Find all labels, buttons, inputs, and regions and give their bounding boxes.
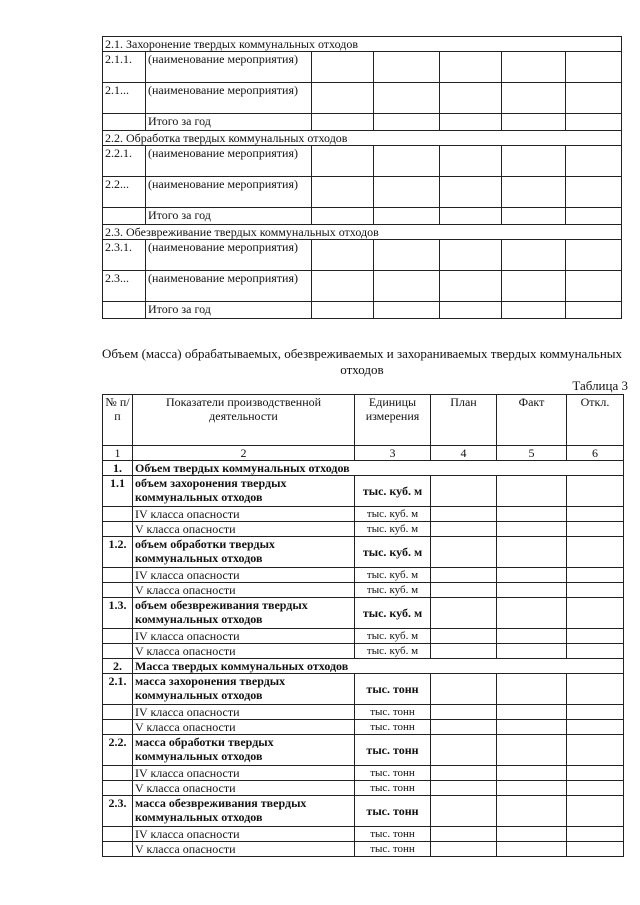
hazard-class-label: V класса опасности [133,522,355,537]
hazard-class-label: V класса опасности [133,781,355,796]
empty-cell [497,827,567,842]
empty-cell [431,842,497,857]
empty-cell [497,842,567,857]
hazard-class-label: V класса опасности [133,644,355,659]
empty-cell [374,208,440,225]
empty-cell [374,271,440,302]
measure-name: (наименование мероприятия) [146,271,312,302]
empty-cell [502,271,566,302]
indicator-number: 2.2. [103,735,133,766]
table-3-heading: Объем (масса) обрабатываемых, обезвреживаемых и захораниваемых твердых коммунальных отходов [101,346,623,377]
measure-row [103,240,622,271]
hazard-class-label: IV класса опасности [133,827,355,842]
hazard-class-unit: тыс. куб. м [355,644,431,659]
measures-table [102,36,622,319]
empty-cell [502,302,566,319]
group-number: 2. [103,659,133,674]
hazard-class-row [103,705,624,720]
empty-cell [431,766,497,781]
measure-name: (наименование мероприятия) [146,83,312,114]
hazard-class-row [103,644,624,659]
empty-cell [566,52,622,83]
group-title: Масса твердых коммунальных отходов [133,659,624,674]
measure-number: 2.3.1. [103,240,146,271]
empty-cell [312,146,374,177]
hazard-class-unit: тыс. куб. м [355,568,431,583]
empty-cell [567,781,624,796]
hazard-class-row [103,568,624,583]
empty-cell [497,735,567,766]
column-number: 4 [431,446,497,461]
indicator-name: масса обработки твердых коммунальных отходов [133,735,355,766]
hazard-class-unit: тыс. куб. м [355,583,431,598]
hazard-class-label: IV класса опасности [133,766,355,781]
indicator-unit: тыс. тонн [355,674,431,705]
empty-cell [103,522,133,537]
section-header-row [103,131,622,146]
empty-cell [566,177,622,208]
empty-cell [431,629,497,644]
empty-cell [440,83,502,114]
column-number: 6 [567,446,624,461]
empty-cell [374,146,440,177]
indicator-row [103,796,624,827]
empty-cell [103,720,133,735]
indicator-row [103,735,624,766]
empty-cell [567,583,624,598]
hazard-class-unit: тыс. тонн [355,842,431,857]
column-number: 3 [355,446,431,461]
empty-cell [431,674,497,705]
empty-cell [497,476,567,507]
empty-cell [497,644,567,659]
empty-cell [431,507,497,522]
indicator-row [103,598,624,629]
column-number: 5 [497,446,567,461]
header-row [103,395,624,446]
empty-cell [374,177,440,208]
empty-cell [103,705,133,720]
empty-cell [497,568,567,583]
hazard-class-row [103,781,624,796]
empty-cell [566,271,622,302]
empty-cell [103,114,146,131]
empty-cell [103,842,133,857]
empty-cell [567,674,624,705]
empty-cell [566,114,622,131]
hazard-class-unit: тыс. тонн [355,705,431,720]
empty-cell [497,720,567,735]
empty-cell [374,114,440,131]
measure-row [103,52,622,83]
group-row [103,461,624,476]
hazard-class-unit: тыс. тонн [355,827,431,842]
indicator-number: 1.1 [103,476,133,507]
measure-row [103,271,622,302]
empty-cell [312,208,374,225]
indicator-name: масса захоронения твердых коммунальных отходов [133,674,355,705]
empty-cell [103,644,133,659]
measure-name: (наименование мероприятия) [146,240,312,271]
empty-cell [567,766,624,781]
empty-cell [440,208,502,225]
empty-cell [497,522,567,537]
section-title: 2.1. Захоронение твердых коммунальных отходов [103,37,622,52]
section-header-row [103,37,622,52]
measure-row [103,146,622,177]
group-title: Объем твердых коммунальных отходов [133,461,624,476]
empty-cell [431,476,497,507]
empty-cell [440,240,502,271]
empty-cell [502,52,566,83]
hazard-class-unit: тыс. тонн [355,781,431,796]
total-row [103,302,622,319]
empty-cell [567,568,624,583]
waste-volume-table [102,394,624,857]
hazard-class-row [103,629,624,644]
hazard-class-unit: тыс. куб. м [355,507,431,522]
hazard-class-row [103,507,624,522]
indicator-number: 2.3. [103,796,133,827]
empty-cell [567,644,624,659]
empty-cell [502,240,566,271]
empty-cell [567,796,624,827]
indicator-name: масса обезвреживания твердых коммунальных отходов [133,796,355,827]
indicator-unit: тыс. тонн [355,796,431,827]
empty-cell [312,240,374,271]
empty-cell [374,240,440,271]
column-number-row [103,446,624,461]
indicator-number: 1.3. [103,598,133,629]
empty-cell [502,177,566,208]
empty-cell [497,507,567,522]
empty-cell [567,842,624,857]
empty-cell [497,583,567,598]
empty-cell [103,208,146,225]
empty-cell [431,568,497,583]
total-label: Итого за год [146,114,312,131]
empty-cell [567,720,624,735]
empty-cell [103,827,133,842]
hazard-class-unit: тыс. тонн [355,720,431,735]
measure-number: 2.3... [103,271,146,302]
column-header: Единицы измерения [355,395,431,446]
empty-cell [440,146,502,177]
empty-cell [497,674,567,705]
column-number: 2 [133,446,355,461]
empty-cell [312,83,374,114]
hazard-class-label: V класса опасности [133,583,355,598]
empty-cell [566,83,622,114]
column-header: Факт [497,395,567,446]
measure-name: (наименование мероприятия) [146,177,312,208]
empty-cell [497,766,567,781]
indicator-row [103,537,624,568]
total-label: Итого за год [146,208,312,225]
empty-cell [567,522,624,537]
indicator-name: объем захоронения твердых коммунальных отходов [133,476,355,507]
indicator-unit: тыс. куб. м [355,537,431,568]
section-header-row [103,225,622,240]
empty-cell [567,735,624,766]
empty-cell [567,476,624,507]
indicator-number: 2.1. [103,674,133,705]
empty-cell [567,827,624,842]
empty-cell [431,598,497,629]
hazard-class-label: IV класса опасности [133,629,355,644]
empty-cell [312,114,374,131]
empty-cell [440,114,502,131]
hazard-class-unit: тыс. куб. м [355,522,431,537]
empty-cell [497,629,567,644]
hazard-class-row [103,720,624,735]
column-header: Показатели производственной деятельности [133,395,355,446]
empty-cell [440,52,502,83]
indicator-name: объем обработки твердых коммунальных отходов [133,537,355,568]
indicator-unit: тыс. куб. м [355,476,431,507]
empty-cell [374,83,440,114]
empty-cell [374,52,440,83]
measure-number: 2.1.1. [103,52,146,83]
hazard-class-label: V класса опасности [133,720,355,735]
measure-name: (наименование мероприятия) [146,52,312,83]
empty-cell [103,629,133,644]
empty-cell [502,208,566,225]
empty-cell [497,537,567,568]
empty-cell [103,766,133,781]
empty-cell [566,146,622,177]
hazard-class-label: IV класса опасности [133,568,355,583]
total-row [103,208,622,225]
hazard-class-row [103,766,624,781]
measure-row [103,177,622,208]
empty-cell [431,827,497,842]
hazard-class-row [103,583,624,598]
hazard-class-label: IV класса опасности [133,507,355,522]
empty-cell [566,302,622,319]
empty-cell [103,302,146,319]
empty-cell [567,598,624,629]
hazard-class-label: V класса опасности [133,842,355,857]
empty-cell [440,177,502,208]
hazard-class-row [103,522,624,537]
indicator-row [103,476,624,507]
empty-cell [103,781,133,796]
hazard-class-unit: тыс. куб. м [355,629,431,644]
empty-cell [312,302,374,319]
empty-cell [497,781,567,796]
group-row [103,659,624,674]
empty-cell [567,629,624,644]
empty-cell [431,644,497,659]
section-title: 2.2. Обработка твердых коммунальных отходов [103,131,622,146]
indicator-row [103,674,624,705]
total-row [103,114,622,131]
empty-cell [431,583,497,598]
section-title: 2.3. Обезвреживание твердых коммунальных отходов [103,225,622,240]
measure-number: 2.2.1. [103,146,146,177]
indicator-name: объем обезвреживания твердых коммунальных отходов [133,598,355,629]
empty-cell [502,146,566,177]
empty-cell [497,598,567,629]
empty-cell [103,507,133,522]
hazard-class-label: IV класса опасности [133,705,355,720]
empty-cell [103,568,133,583]
column-header: Откл. [567,395,624,446]
measure-name: (наименование мероприятия) [146,146,312,177]
empty-cell [431,705,497,720]
indicator-number: 1.2. [103,537,133,568]
empty-cell [440,271,502,302]
empty-cell [566,208,622,225]
empty-cell [567,705,624,720]
empty-cell [431,522,497,537]
empty-cell [103,583,133,598]
indicator-unit: тыс. куб. м [355,598,431,629]
hazard-class-unit: тыс. тонн [355,766,431,781]
column-number: 1 [103,446,133,461]
empty-cell [497,796,567,827]
empty-cell [431,796,497,827]
empty-cell [497,705,567,720]
empty-cell [502,114,566,131]
table-3-caption: Таблица 3 [572,378,628,393]
empty-cell [567,537,624,568]
hazard-class-row [103,827,624,842]
empty-cell [567,507,624,522]
indicator-unit: тыс. тонн [355,735,431,766]
column-header: План [431,395,497,446]
empty-cell [374,302,440,319]
empty-cell [502,83,566,114]
measure-number: 2.1... [103,83,146,114]
empty-cell [431,781,497,796]
group-number: 1. [103,461,133,476]
empty-cell [566,240,622,271]
measure-number: 2.2... [103,177,146,208]
hazard-class-row [103,842,624,857]
empty-cell [312,52,374,83]
total-label: Итого за год [146,302,312,319]
empty-cell [440,302,502,319]
empty-cell [312,177,374,208]
empty-cell [312,271,374,302]
measure-row [103,83,622,114]
empty-cell [431,735,497,766]
empty-cell [431,537,497,568]
column-header: № п/п [103,395,133,446]
empty-cell [431,720,497,735]
